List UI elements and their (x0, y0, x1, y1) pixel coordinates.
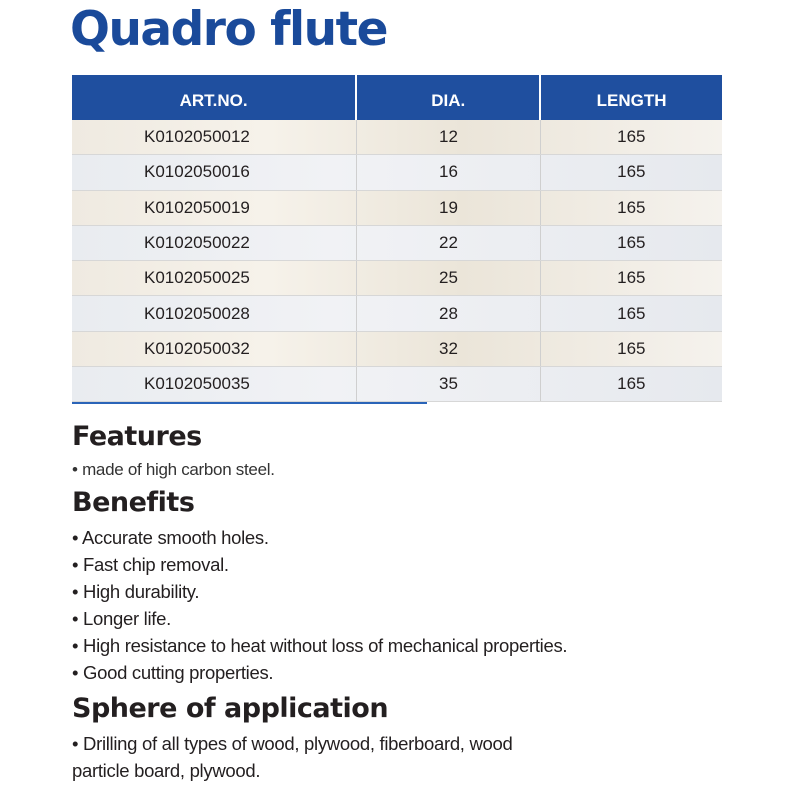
table-row (72, 332, 722, 367)
header-length: LENGTH (539, 75, 722, 120)
benefits-item: • Accurate smooth holes. (72, 527, 269, 548)
table-row (72, 226, 722, 261)
cell-art-no: K0102050028 (144, 303, 250, 323)
cell-length: 165 (540, 296, 722, 330)
cell-dia: 25 (356, 261, 539, 295)
table-footer-rule (72, 402, 427, 404)
application-line: • Drilling of all types of wood, plywood, fiberboard, wood (72, 733, 513, 754)
table-row (72, 120, 722, 155)
cell-length: 165 (540, 332, 722, 366)
benefits-item: • Longer life. (72, 608, 171, 629)
product-table (72, 75, 722, 404)
table-row (72, 296, 722, 331)
table-row (72, 367, 722, 402)
benefits-heading: Benefits (72, 487, 195, 518)
cell-dia: 32 (356, 332, 539, 366)
cell-dia: 16 (356, 155, 539, 189)
cell-length: 165 (540, 226, 722, 260)
cell-dia: 12 (356, 120, 539, 154)
table-header (72, 75, 722, 120)
cell-length: 165 (540, 261, 722, 295)
header-art-no: ART.NO. (179, 91, 248, 110)
features-heading: Features (72, 421, 202, 452)
application-line: particle board, plywood. (72, 760, 261, 781)
benefits-item: • High resistance to heat without loss of mechanical properties. (72, 635, 568, 656)
table-row (72, 155, 722, 190)
page-title: Quadro flute (70, 2, 387, 57)
cell-art-no: K0102050035 (144, 374, 250, 394)
header-dia: DIA. (355, 75, 539, 120)
table-row (72, 191, 722, 226)
cell-art-no: K0102050016 (144, 162, 250, 182)
features-item: • made of high carbon steel. (72, 460, 275, 479)
cell-dia: 28 (356, 296, 539, 330)
benefits-item: • Good cutting properties. (72, 662, 274, 683)
benefits-item: • Fast chip removal. (72, 554, 229, 575)
cell-art-no: K0102050032 (144, 338, 250, 358)
cell-dia: 19 (356, 191, 539, 225)
cell-length: 165 (540, 191, 722, 225)
cell-dia: 35 (356, 367, 539, 401)
application-heading: Sphere of application (72, 693, 389, 724)
cell-art-no: K0102050022 (144, 233, 250, 253)
cell-length: 165 (540, 120, 722, 154)
cell-art-no: K0102050025 (144, 268, 250, 288)
cell-art-no: K0102050012 (144, 127, 250, 147)
cell-art-no: K0102050019 (144, 197, 250, 217)
cell-length: 165 (540, 155, 722, 189)
cell-dia: 22 (356, 226, 539, 260)
table-row (72, 261, 722, 296)
cell-length: 165 (540, 367, 722, 401)
benefits-item: • High durability. (72, 581, 200, 602)
